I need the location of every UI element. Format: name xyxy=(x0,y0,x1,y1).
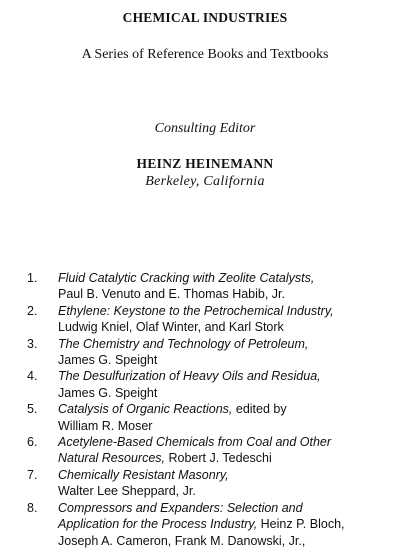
book-title: The Desulfurization of Heavy Oils and Residua, xyxy=(58,369,321,384)
book-number: 8. xyxy=(27,500,38,515)
book-list xyxy=(0,270,410,549)
book-number: 6. xyxy=(27,435,38,450)
book-authors: William R. Moser xyxy=(58,418,153,433)
book-item xyxy=(0,336,410,369)
book-item xyxy=(0,270,410,303)
book-item xyxy=(0,303,410,336)
book-number: 4. xyxy=(27,369,38,384)
book-authors: Robert J. Tedeschi xyxy=(165,451,272,466)
book-number: 2. xyxy=(27,303,38,318)
book-title: Ethylene: Keystone to the Petrochemical Industry, xyxy=(58,303,334,318)
series-title: CHEMICAL INDUSTRIES xyxy=(122,10,288,25)
book-title-continued: Natural Resources, xyxy=(58,451,165,466)
editor-name: HEINZ HEINEMANN xyxy=(136,156,274,171)
editor-role: Consulting Editor xyxy=(154,121,256,136)
book-authors: Walter Lee Sheppard, Jr. xyxy=(58,484,196,499)
book-authors: James G. Speight xyxy=(58,353,158,368)
book-number: 5. xyxy=(27,402,38,417)
book-title: Fluid Catalytic Cracking with Zeolite Catalysts, xyxy=(58,271,315,285)
book-title: Compressors and Expanders: Selection and xyxy=(58,500,303,515)
book-authors: Ludwig Kniel, Olaf Winter, and Karl Stork xyxy=(58,320,284,335)
book-item xyxy=(0,500,410,549)
book-authors: Heinz P. Bloch, xyxy=(257,517,345,532)
book-number: 7. xyxy=(27,467,38,482)
series-subtitle: A Series of Reference Books and Textbooks xyxy=(81,47,329,62)
book-title: Acetylene-Based Chemicals from Coal and Other xyxy=(58,435,332,450)
book-authors-continued: Joseph A. Cameron, Frank M. Danowski, Jr., xyxy=(58,533,306,548)
book-title: Catalysis of Organic Reactions, xyxy=(58,402,233,417)
book-number: 3. xyxy=(27,336,38,351)
book-number: 1. xyxy=(27,271,38,285)
book-title-continued: Application for the Process Industry, xyxy=(58,517,258,532)
book-authors: Paul B. Venuto and E. Thomas Habib, Jr. xyxy=(58,287,285,302)
book-item xyxy=(0,368,410,401)
book-authors: James G. Speight xyxy=(58,385,158,400)
book-title: The Chemistry and Technology of Petroleum, xyxy=(58,336,309,351)
book-item xyxy=(0,401,410,434)
book-title: Chemically Resistant Masonry, xyxy=(58,467,229,482)
book-item xyxy=(0,467,410,500)
book-editor-note: edited by xyxy=(232,402,287,417)
book-item xyxy=(0,434,410,467)
editor-affiliation: Berkeley, California xyxy=(145,174,265,189)
